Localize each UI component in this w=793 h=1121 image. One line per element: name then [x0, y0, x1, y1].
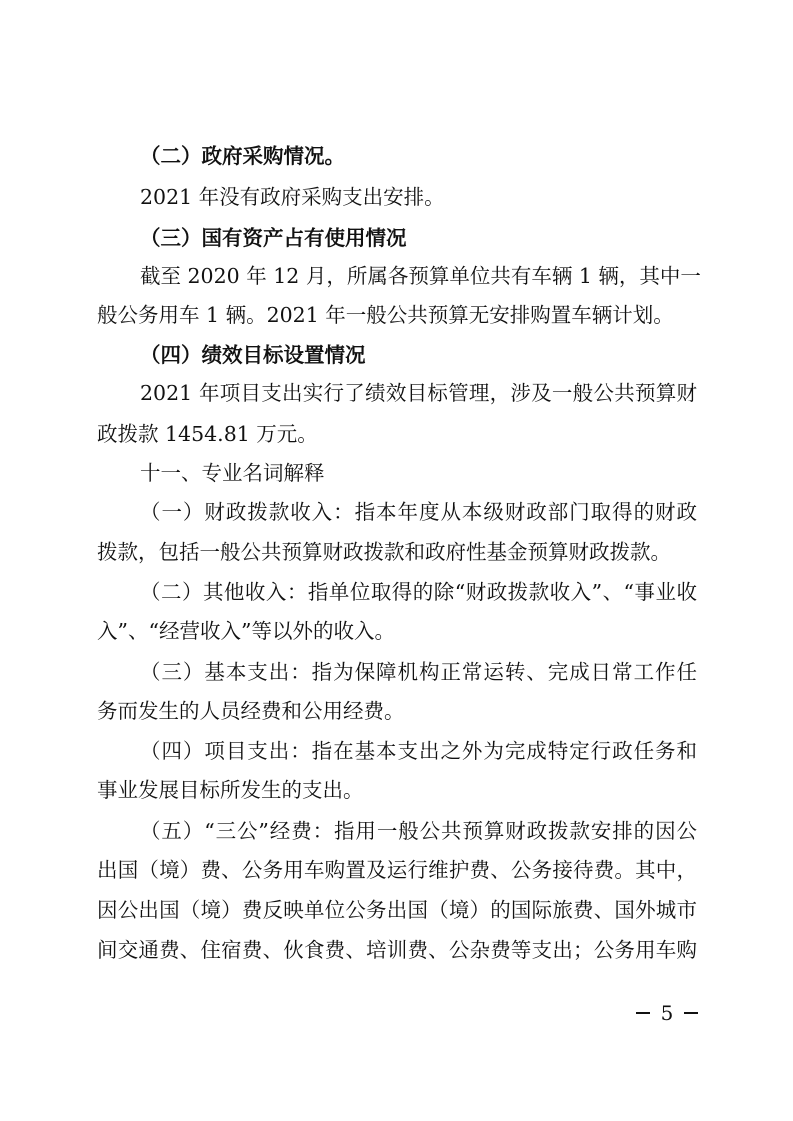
paragraph-line: （一）财政拨款收入：指本年度从本级财政部门取得的财政: [140, 500, 697, 524]
paragraph-line: 因公出国（境）费反映单位公务出国（境）的国际旅费、国外城市: [97, 898, 697, 922]
page-number: [636, 998, 698, 1028]
heading-government-procurement: （二）政府采购情况。: [140, 144, 345, 168]
paragraph-line: （五）“三公”经费：指用一般公共预算财政拨款安排的因公: [140, 819, 697, 843]
paragraph-line: （四）项目支出：指在基本支出之外为完成特定行政任务和: [140, 739, 697, 763]
paragraph-line: 2021 年项目支出实行了绩效目标管理，涉及一般公共预算财: [140, 381, 697, 405]
paragraph-line: 政拨款 1454.81 万元。: [97, 422, 318, 446]
paragraph-line: （三）基本支出：指为保障机构正常运转、完成日常工作任: [140, 660, 697, 684]
paragraph-line: （二）其他收入：指单位取得的除“财政拨款收入”、“事业收: [140, 580, 697, 604]
page-number-value: 5: [660, 1001, 674, 1025]
paragraph-line: 出国（境）费、公务用车购置及运行维护费、公务接待费。其中，: [97, 858, 697, 882]
section-heading-terms: 十一、专业名词解释: [140, 461, 325, 485]
page-number-dash-right: [684, 1012, 698, 1014]
heading-performance-targets: （四）绩效目标设置情况: [140, 343, 366, 367]
paragraph-line: 般公务用车 1 辆。2021 年一般公共预算无安排购置车辆计划。: [97, 303, 674, 327]
heading-state-assets: （三）国有资产占有使用情况: [140, 226, 407, 250]
paragraph-line: 入”、“经营收入”等以外的收入。: [97, 619, 395, 643]
paragraph-line: 拨款，包括一般公共预算财政拨款和政府性基金预算财政拨款。: [97, 540, 671, 564]
paragraph-line: 务而发生的人员经费和公用经费。: [97, 699, 405, 723]
paragraph-line: 间交通费、住宿费、伙食费、培训费、公杂费等支出；公务用车购: [97, 938, 697, 962]
paragraph-line: 2021 年没有政府采购支出安排。: [140, 185, 445, 209]
paragraph-line: 事业发展目标所发生的支出。: [97, 778, 364, 802]
paragraph-line: 截至 2020 年 12 月，所属各预算单位共有车辆 1 辆，其中一: [140, 264, 701, 288]
